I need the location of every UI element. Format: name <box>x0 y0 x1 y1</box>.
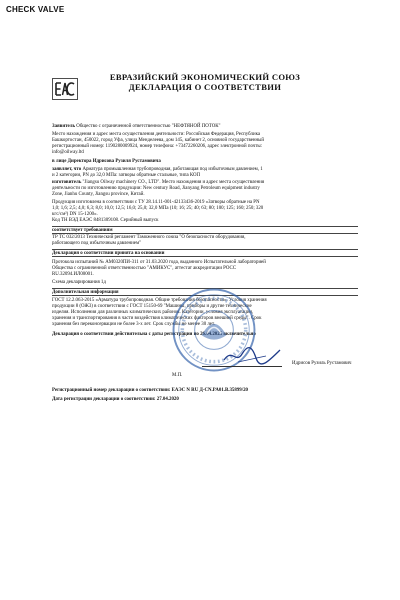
additional-line-4: хранения и транспортирования в части воздействия климатических факторов внешней среды". Срок <box>52 316 262 321</box>
additional-line-5: хранения без переконсервации не более 3-х лет. Срок службы не менее 30 лет. <box>52 322 215 327</box>
product-line-3: кгс/см²) DN 15-1200». <box>52 212 98 217</box>
signature-line <box>202 366 282 367</box>
product-line-2: 1,0; 1,6; 2,5; 4,0; 6,3; 8,0; 10,0; 12,5; 16,0; 25,0; 32,0 MПа (10; 16; 25; 40; 63; 80; 100; 125; 160; 250; 320 <box>52 206 264 211</box>
declares-line-2: и 2 категории, PN до 32,0 MПа: затворы обратные стальные, типа КОП <box>52 173 201 178</box>
product-line-4: Код ТН ВЭД ЕАЭС 8481309108. Серийный выпуск <box>52 218 159 223</box>
union-title: ЕВРАЗИЙСКИЙ ЭКОНОМИЧЕСКИЙ СОЮЗ <box>109 72 301 82</box>
signer-name: Идрисов Рузиль Рустамович <box>292 361 352 366</box>
basis-line-4: Схема декларирования 1д <box>52 280 106 285</box>
additional-line-3: изделия. Исполнения для различных климатических районов. Категории, условия эксплуатации, <box>52 310 254 315</box>
declaration-document <box>52 48 358 568</box>
manufacturer-line-2: деятельности по изготовлению продукции: New century Road, Jianyang Petroleum equipment industry <box>52 186 260 191</box>
signature-icon <box>222 344 282 366</box>
applicant-address-1: Место нахождения и адрес места осуществления деятельности: Российская Федерация, Республика <box>52 132 261 137</box>
declaration-title: ДЕКЛАРАЦИЯ О СООТВЕТСТВИИ <box>128 82 282 92</box>
basis-line-3: RU.32094.ИЛ00001. <box>52 272 94 277</box>
basis-line-2: Общества с ограниченной ответственностью "АМИКУС", аттестат аккредитации РОСС <box>52 266 237 271</box>
requirements-line-2: работающего под избыточным давлением" <box>52 241 142 246</box>
validity-line: Декларация о соответствии действительна с даты регистрации по 26.04.2025 включительно <box>52 332 256 337</box>
basis-heading: Декларация о соответствии принята на основании <box>52 249 358 257</box>
additional-heading: Дополнительная информация <box>52 288 358 296</box>
applicant-address-2: Башкортостан, 450022, город Уфа, улица Менделеева, дом 145, кабинет 2, основной государственный <box>52 138 265 143</box>
applicant-line: Заявитель Общество с ограниченной ответственностью "НЕФТЯНОЙ ПОТОК" <box>52 124 221 129</box>
basis-line-1: Протокола испытаний № АМ0320ПИ-311 от 31.03.2020 года, выданного Испытательной лабораторией <box>52 260 266 265</box>
stamp-mark: М.П. <box>172 373 183 378</box>
manufacturer-line-3: Zone, Jianhu County, Jiangsu province, Китай. <box>52 192 145 197</box>
corner-label: CHECK VALVE <box>6 5 65 14</box>
manufacturer-line-1: изготовитель "Jiangsu Oilway machinery CO., LTD". Место нахождения и адрес места осуществления <box>52 180 265 185</box>
additional-line-2: продукции 8 (ОЖ3) в соответствии с ГОСТ 15150-69 "Машины, приборы и другие технические <box>52 304 252 309</box>
applicant-address-3: регистрационный номер: 1190280009924, номер телефона: +73472260206, адрес электронной почты: <box>52 144 263 149</box>
product-line-1: Продукция изготовлена в соответствии с ТУ 28.14.11-001-42133436-2019 «Затворы обратные на PN <box>52 200 260 205</box>
registration-date-line: Дата регистрации декларации о соответствии: 27.04.2020 <box>52 397 179 402</box>
registration-number-line: Регистрационный номер декларации о соответствии: ЕАЭС N RU Д-CN.PA01.B.35899/20 <box>52 388 248 393</box>
applicant-address-4: info@oilway.ltd <box>52 150 84 155</box>
requirements-heading: соответствует требованиям <box>52 226 358 234</box>
requirements-line-1: ТР ТС 032/2013 Технический регламент Таможенного союза "О безопасности оборудования, <box>52 235 246 240</box>
declares-line-1: заявляет, что Арматура промышленная трубопроводная, работающая под избыточным давлением, 1 <box>52 167 263 172</box>
additional-line-1: ГОСТ 12.2.063-2015 «Арматура трубопроводная. Общие требования безопасности». Условия хранения <box>52 298 267 303</box>
director-line: в лице Директора Идрисова Рузиля Рустамовича <box>52 159 161 164</box>
